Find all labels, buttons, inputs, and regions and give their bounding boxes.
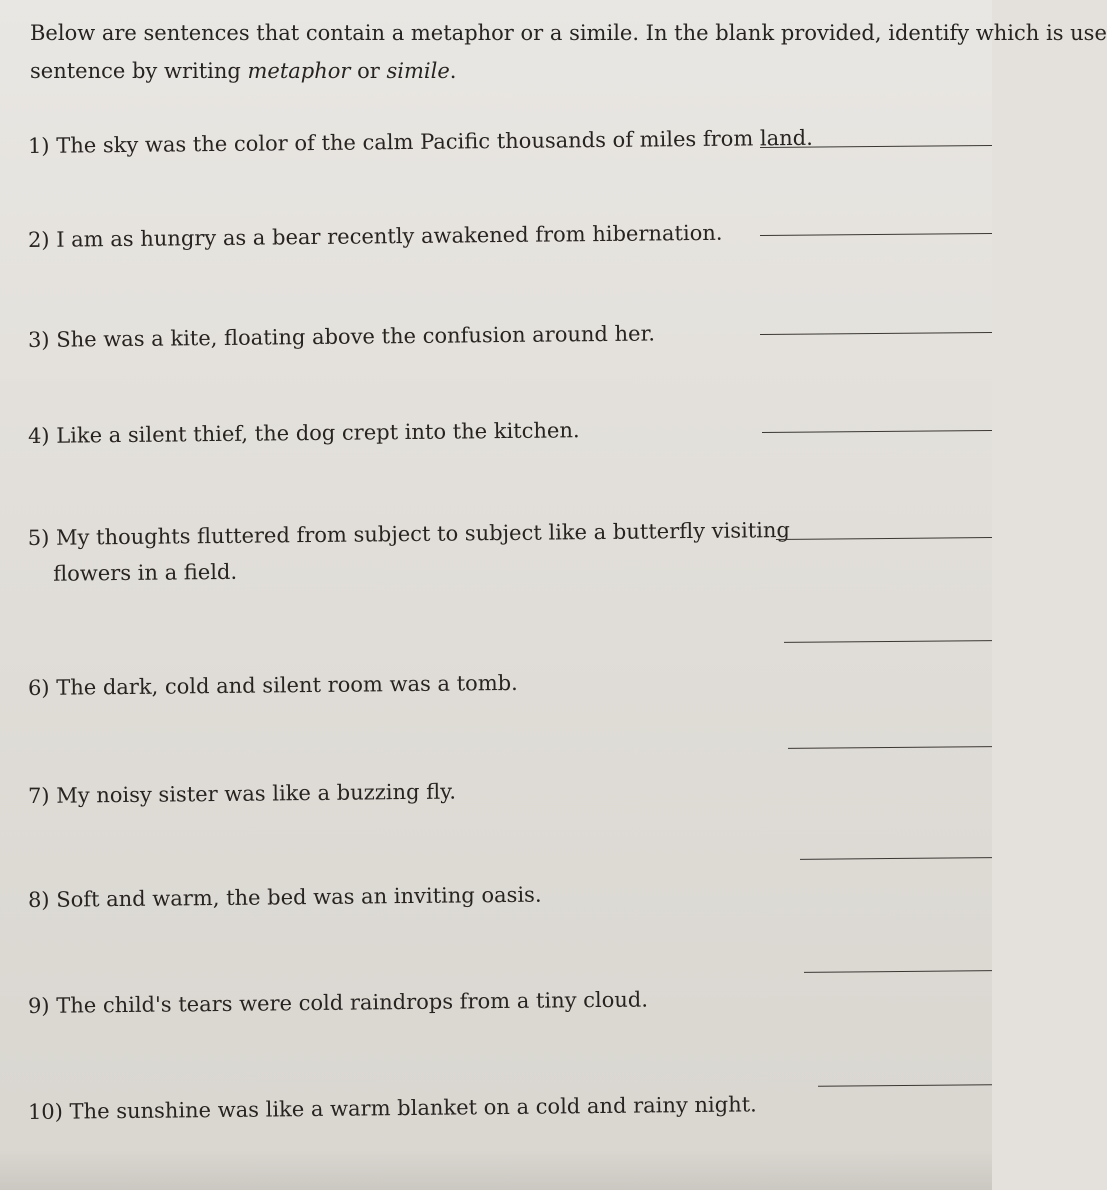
question-4 bbox=[28, 412, 580, 454]
answer-blank-6[interactable] bbox=[784, 640, 992, 643]
instructions-line-2 bbox=[30, 52, 990, 90]
instructions-line-2-start: sentence by writing bbox=[30, 59, 248, 83]
question-number: 6) bbox=[27, 675, 50, 700]
question-text: The sunshine was like a warm blanket on a cold and rainy night. bbox=[69, 1092, 757, 1124]
question-number: 2) bbox=[27, 227, 50, 252]
answer-blank-5[interactable] bbox=[776, 537, 992, 540]
question-number: 7) bbox=[27, 783, 50, 808]
question-2 bbox=[28, 215, 723, 258]
answer-blank-4[interactable] bbox=[762, 430, 992, 433]
question-text: Like a silent thief, the dog crept into the kitchen. bbox=[56, 418, 580, 448]
question-text: The dark, cold and silent room was a tomb. bbox=[56, 670, 518, 700]
answer-blank-7[interactable] bbox=[788, 746, 992, 749]
question-9 bbox=[28, 982, 648, 1024]
answer-blank-10[interactable] bbox=[818, 1084, 992, 1087]
question-text: The sky was the color of the calm Pacific thousands of miles from land. bbox=[56, 125, 813, 158]
question-10 bbox=[28, 1086, 757, 1130]
question-number: 3) bbox=[27, 327, 50, 352]
question-number: 5) bbox=[27, 525, 50, 551]
question-7 bbox=[28, 774, 456, 814]
question-number: 4) bbox=[27, 423, 50, 448]
instructions-line-2-end: . bbox=[449, 59, 457, 83]
answer-blank-2[interactable] bbox=[760, 233, 992, 236]
question-number: 10) bbox=[27, 1099, 64, 1124]
instructions-word-metaphor: metaphor bbox=[247, 59, 351, 83]
question-text-continued: flowers in a field. bbox=[53, 559, 238, 586]
question-8 bbox=[28, 877, 542, 918]
answer-blank-3[interactable] bbox=[760, 332, 992, 335]
question-number: 1) bbox=[27, 133, 50, 158]
question-number: 9) bbox=[27, 993, 50, 1018]
question-text: My noisy sister was like a buzzing fly. bbox=[56, 779, 457, 808]
page-bottom-shadow bbox=[0, 1150, 992, 1190]
question-number: 8) bbox=[27, 887, 50, 912]
instructions-line-1: Below are sentences that contain a metaphor or a simile. In the blank provided, identify which is use bbox=[30, 21, 1107, 45]
question-5 bbox=[28, 512, 791, 592]
question-3 bbox=[28, 315, 655, 358]
question-1 bbox=[28, 120, 813, 164]
question-text: The child's tears were cold raindrops from a tiny cloud. bbox=[56, 987, 649, 1018]
instructions-word-or: or bbox=[350, 59, 387, 83]
question-text: My thoughts fluttered from subject to subject like a butterfly visiting bbox=[55, 518, 791, 550]
answer-blank-9[interactable] bbox=[804, 970, 992, 973]
question-text: She was a kite, floating above the confusion around her. bbox=[56, 321, 656, 352]
question-6 bbox=[28, 665, 518, 706]
question-text: I am as hungry as a bear recently awakened from hibernation. bbox=[56, 220, 723, 252]
answer-blank-8[interactable] bbox=[800, 857, 992, 860]
instructions bbox=[30, 14, 1107, 90]
instructions-word-simile: simile bbox=[386, 59, 450, 83]
question-text: Soft and warm, the bed was an inviting oasis. bbox=[56, 882, 542, 912]
